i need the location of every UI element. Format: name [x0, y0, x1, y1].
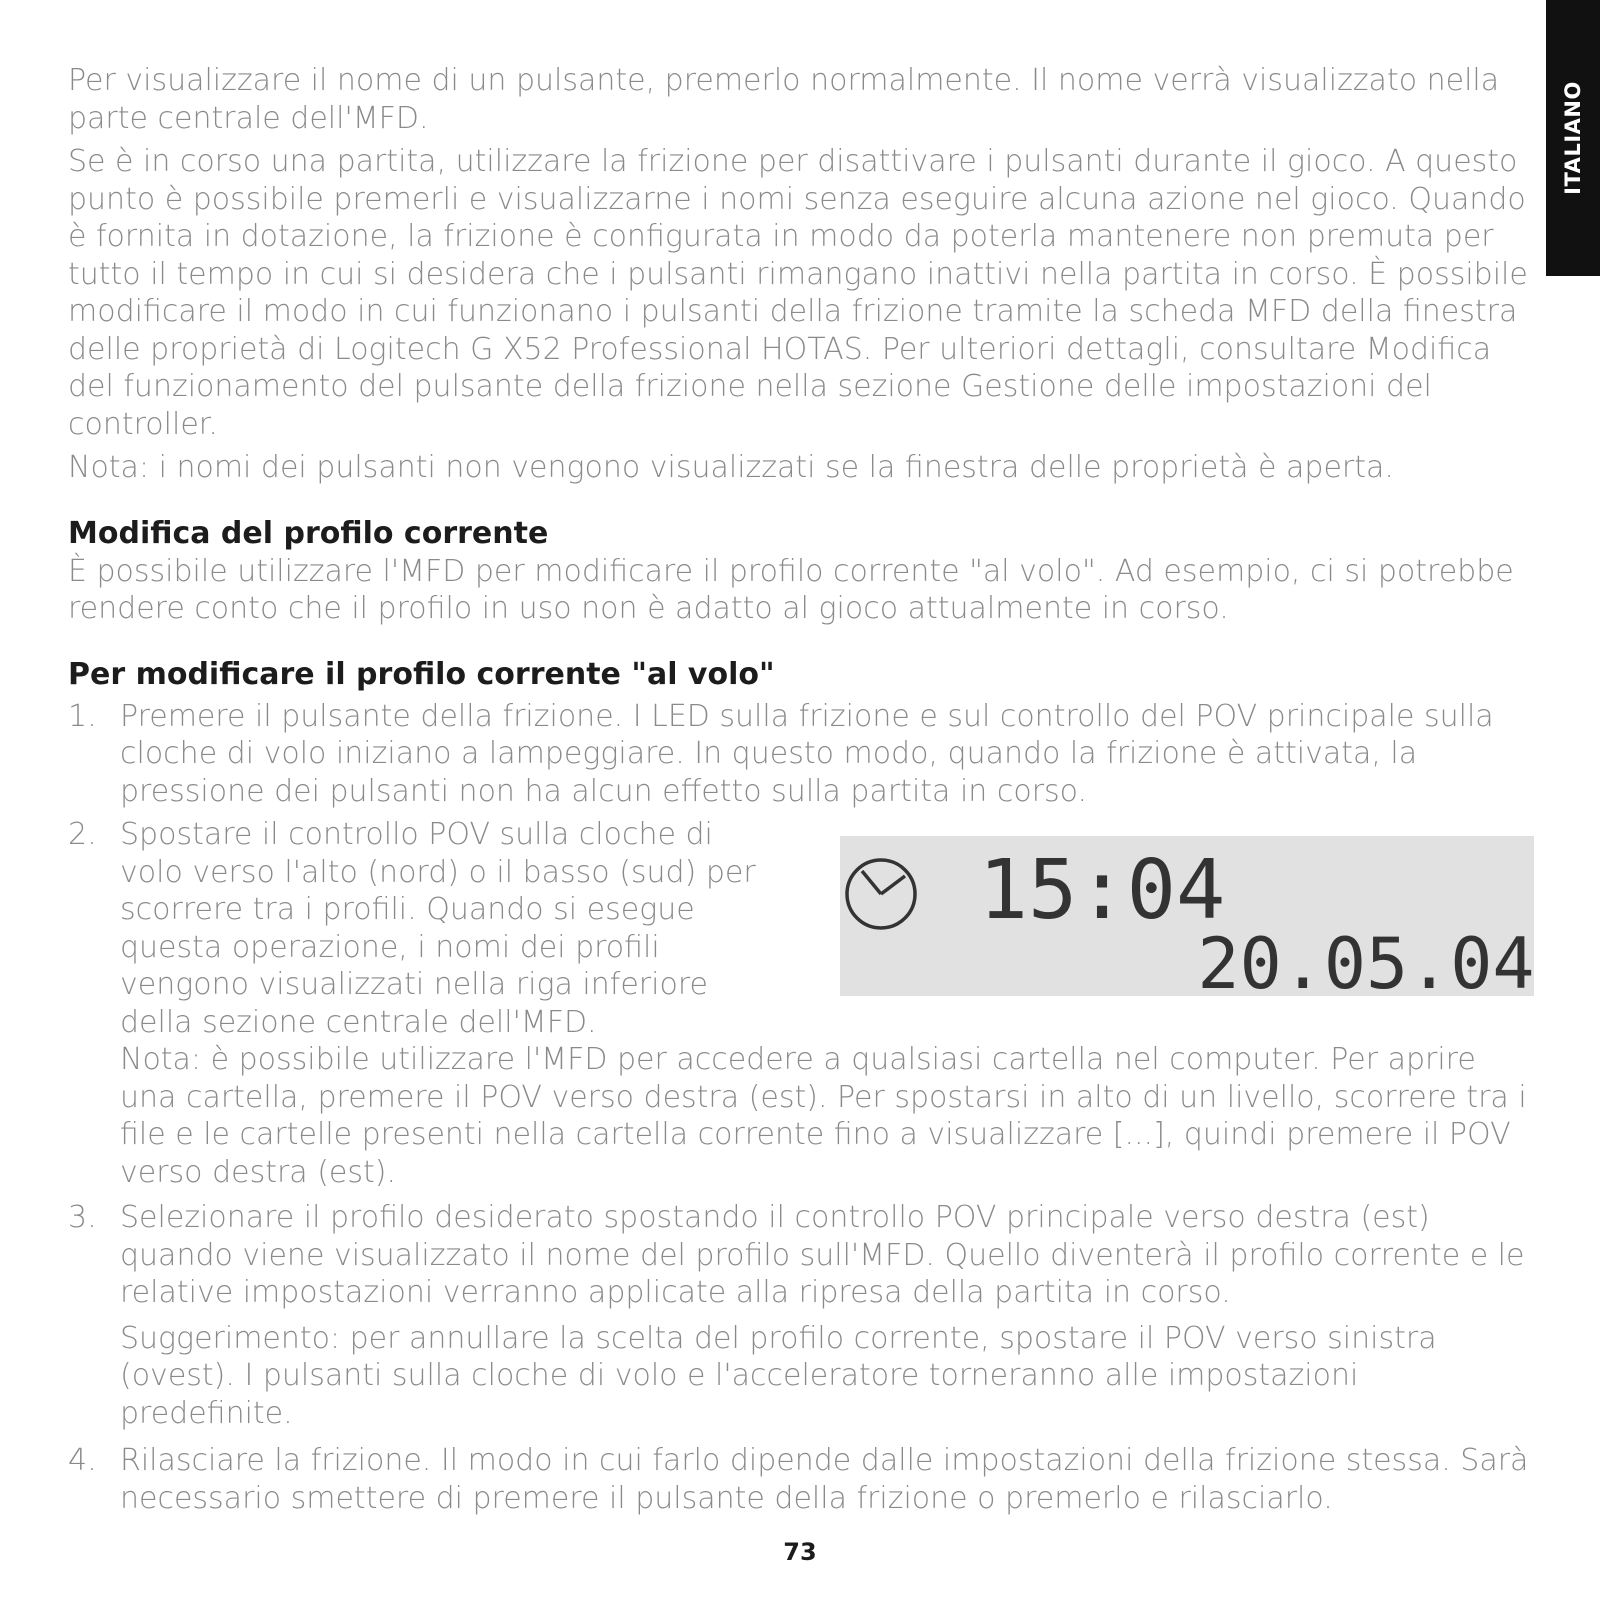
- mfd-display-svg: [840, 836, 1534, 996]
- steps-list: [68, 698, 1538, 1518]
- intro-paragraph-2: Se è in corso una partita, utilizzare la frizione per disattivare i pulsanti durante il gioco. A questo punto è possibile premerli e visualizzarne i nomi senza eseguire alcuna azione nel gioco. Quando è fornita in dotazione, la frizione è configurata in modo da poterla mantenere non premuta per tutto il tempo in cui si desidera che i pulsanti rimangano inattivi nella partita in corso. È possibile modificare il modo in cui funzionano i pulsanti della frizione tramite la scheda MFD della finestra delle proprietà di Logitech G X52 Professional HOTAS. Per ulteriori dettagli, consultare Modifica del funzionamento del pulsante della frizione nella sezione Gestione delle impostazioni del controller.: [68, 144, 1528, 442]
- step-4: [68, 1442, 1538, 1517]
- step-text: Premere il pulsante della frizione. I LED sulla frizione e sul controllo del POV principale sulla cloche di volo iniziano a lampeggiare. In questo modo, quando la frizione è attivata, la pressione dei pulsanti non ha alcun effetto sulla partita in corso.: [120, 698, 1494, 809]
- section-heading-on-the-fly: Per modificare il profilo corrente "al volo": [68, 656, 775, 692]
- page-number: 73: [783, 1538, 817, 1566]
- section-body-change-profile: È possibile utilizzare l'MFD per modificare il profilo corrente "al volo". Ad esempio, ci si potrebbe rendere conto che il profilo in uso non è adatto al gioco attualmente in corso.: [68, 553, 1514, 626]
- step-text: Selezionare il profilo desiderato spostando il controllo POV principale verso destra (est) quando viene visualizzato il nome del profilo sull'MFD. Quello diventerà il profilo corrente e le relative impostazioni verranno applicate alla ripresa della partita in corso.: [120, 1200, 1525, 1310]
- lcd-date: 20.05.04: [1197, 923, 1534, 996]
- step-text: Rilasciare la frizione. Il modo in cui farlo dipende dalle impostazioni della frizione stessa. Sarà necessario smettere di premere il pulsante della frizione o premerlo e rilasciarlo.: [120, 1443, 1529, 1516]
- step-note: Nota: è possibile utilizzare l'MFD per accedere a qualsiasi cartella nel computer. Per aprire una cartella, premere il POV verso destra (est). Per spostarsi in alto di un livello, scorrere tra i file e le cartelle presenti nella cartella corrente fino a visualizzare [...], quindi premere il POV verso destra (est).: [120, 1042, 1527, 1190]
- page-content: [68, 62, 1538, 1517]
- mfd-display-illustration: [840, 836, 1534, 996]
- step-1: [68, 698, 1538, 811]
- step-tip: Suggerimento: per annullare la scelta del profilo corrente, spostare il POV verso sinistra (ovest). I pulsanti sulla cloche di volo e l'acceleratore torneranno alle impostazioni predefinite.: [120, 1320, 1437, 1431]
- step-number: 1.: [68, 698, 97, 734]
- clock-icon: [847, 860, 915, 928]
- language-tab-label: ITALIANO: [1561, 81, 1585, 195]
- step-number: 3.: [68, 1200, 97, 1235]
- intro-paragraph-1: Per visualizzare il nome di un pulsante, premerlo normalmente. Il nome verrà visualizzato nella parte centrale dell'MFD.: [68, 63, 1500, 136]
- intro-note: Nota: i nomi dei pulsanti non vengono visualizzati se la finestra delle proprietà è aperta.: [68, 450, 1394, 485]
- step-number: 2.: [68, 817, 97, 852]
- section-heading-change-profile: Modifica del profilo corrente: [68, 515, 549, 551]
- step-3: [68, 1199, 1538, 1432]
- step-text: Spostare il controllo POV sulla cloche di volo verso l'alto (nord) o il basso (sud) per scorrere tra i profili. Quando si esegue questa operazione, i nomi dei profili vengono visualizzati nella riga inferiore della sezione centrale dell'MFD.: [120, 817, 756, 1040]
- lcd-time: 15:04: [978, 843, 1226, 938]
- step-number: 4.: [68, 1443, 97, 1478]
